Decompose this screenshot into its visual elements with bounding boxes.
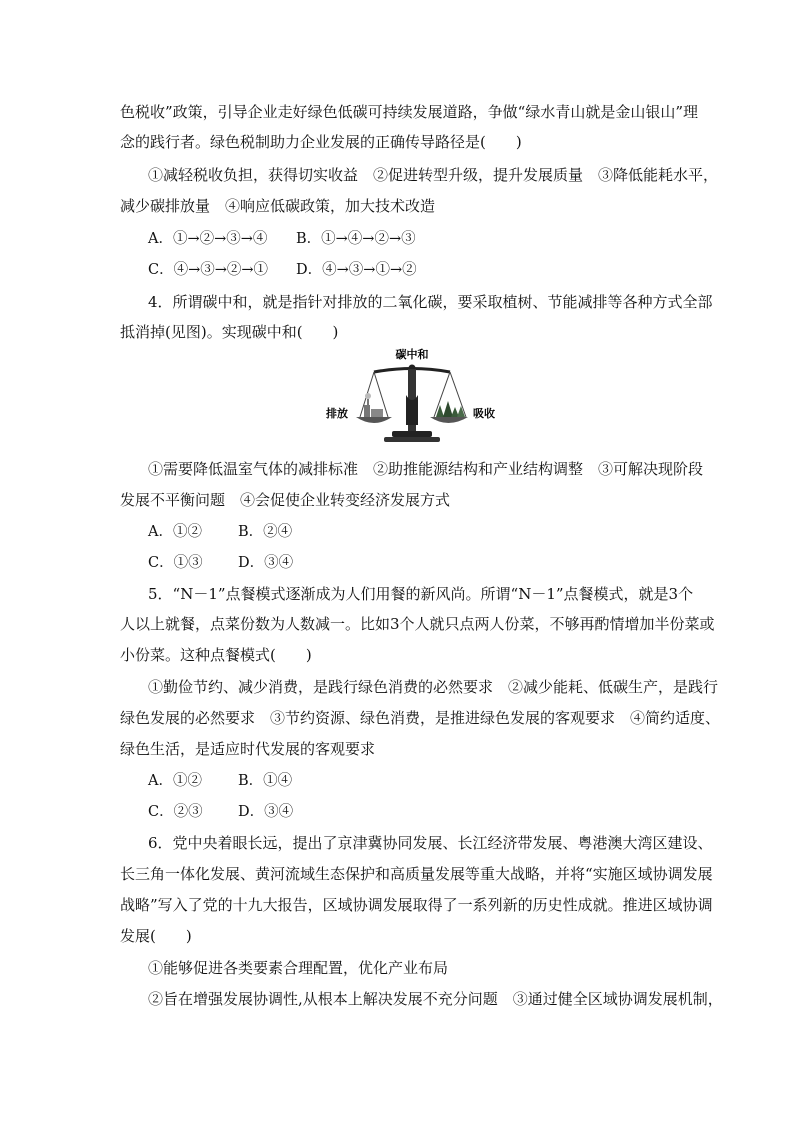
- q5-option-a[interactable]: A．①②: [148, 773, 202, 789]
- q6-stem-line-4: 发展( ): [120, 927, 192, 945]
- q6-stem-line-2: 长三角一体化发展、黄河流域生态保护和高质量发展等重大战略，并将“实施区域协调发展: [120, 865, 713, 883]
- q3-items-line-1: ①减轻税收负担，获得切实收益 ②促进转型升级，提升发展质量 ③降低能耗水平，: [148, 166, 719, 184]
- q4-option-d[interactable]: D．③④: [238, 555, 294, 571]
- q4-option-a[interactable]: A．①②: [148, 524, 202, 540]
- q5-items-line-1: ①勤俭节约、减少消费，是践行绿色消费的必然要求 ②减少能耗、低碳生产，是践行: [148, 678, 719, 696]
- q6-item-1: ①能够促进各类要素合理配置，优化产业布局: [148, 959, 449, 977]
- q5-option-d[interactable]: D．③④: [238, 804, 294, 820]
- q3-stem-line-2: 念的践行者。绿色税制助力企业发展的正确传导路径是( ): [120, 133, 522, 151]
- q4-option-b[interactable]: B．②④: [238, 524, 293, 540]
- figure-title: 碳中和: [395, 348, 429, 361]
- q3-items-line-2: 减少碳排放量 ④响应低碳政策，加大技术改造: [120, 197, 436, 215]
- q3-option-a[interactable]: A．①→②→③→④: [148, 231, 268, 247]
- q3-stem-line-1: 色税收”政策，引导企业走好绿色低碳可持续发展道路，争做“绿水青山就是金山银山”理: [120, 103, 699, 121]
- q3-option-c[interactable]: C．④→③→②→①: [148, 262, 269, 278]
- q5-stem-line-2: 人以上就餐，点菜份数为人数减一。比如3个人就只点两人份菜，不够再酌情增加半份菜或: [120, 615, 715, 633]
- q3-option-b[interactable]: B．①→④→②→③: [296, 231, 416, 247]
- q4-stem-line-2: 抵消掉(见图)。实现碳中和( ): [120, 323, 339, 341]
- q6-stem-line-1: 6．党中央着眼长远，提出了京津冀协同发展、长江经济带发展、粤港澳大湾区建设、: [148, 834, 713, 852]
- figure-right-label: 吸收: [473, 407, 495, 420]
- balance-scale-icon: [322, 345, 495, 449]
- q4-items-line-2: 发展不平衡问题 ④会促使企业转变经济发展方式: [120, 491, 451, 509]
- q5-stem-line-3: 小份菜。这种点餐模式( ): [120, 646, 312, 664]
- q6-item-2: ②旨在增强发展协调性,从根本上解决发展不充分问题 ③通过健全区域协调发展机制，: [148, 990, 723, 1008]
- q4-option-c[interactable]: C．①③: [148, 555, 203, 571]
- figure-left-label: 排放: [326, 407, 348, 420]
- q5-option-c[interactable]: C．②③: [148, 804, 203, 820]
- q5-stem-line-1: 5．“N－1”点餐模式逐渐成为人们用餐的新风尚。所谓“N－1”点餐模式，就是3个: [148, 585, 694, 603]
- q3-option-d[interactable]: D．④→③→①→②: [296, 262, 417, 278]
- q6-stem-line-3: 战略”写入了党的十九大报告，区域协调发展取得了一系列新的历史性成就。推进区域协调: [120, 896, 713, 914]
- q4-items-line-1: ①需要降低温室气体的减排标准 ②助推能源结构和产业结构调整 ③可解决现阶段: [148, 460, 704, 478]
- carbon-neutral-balance-figure: [322, 345, 495, 449]
- q4-stem-line-1: 4．所谓碳中和，就是指针对排放的二氧化碳，要采取植树、节能减排等各种方式全部: [148, 293, 713, 311]
- q5-items-line-3: 绿色生活，是适应时代发展的客观要求: [120, 740, 376, 758]
- q5-option-b[interactable]: B．①④: [238, 773, 293, 789]
- q5-items-line-2: 绿色发展的必然要求 ③节约资源、绿色消费，是推进绿色发展的客观要求 ④简约适度、: [120, 709, 721, 727]
